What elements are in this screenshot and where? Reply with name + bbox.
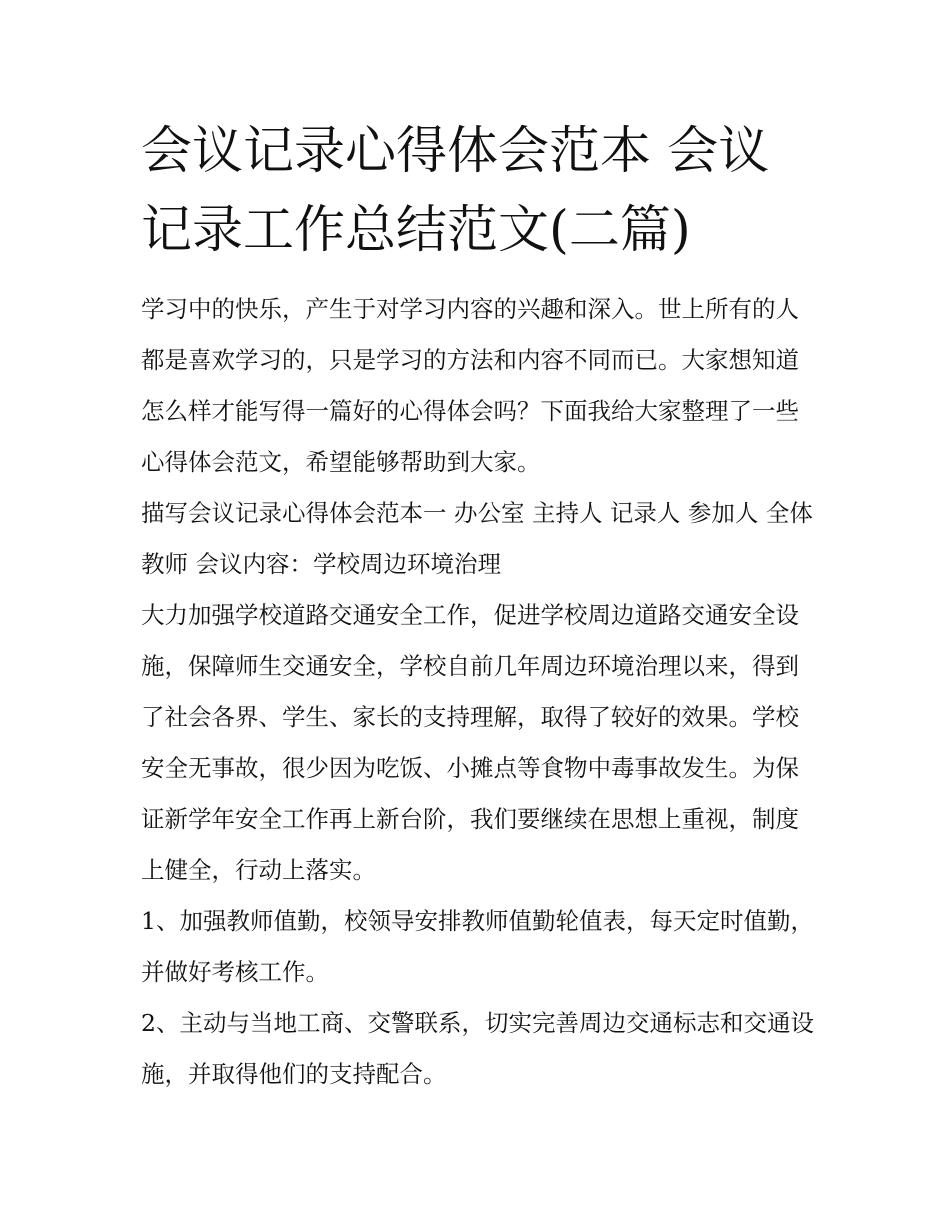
meeting-info-paragraph: 描写会议记录心得体会范本一 办公室 主持人 记录人 参加人 全体教师 会议内容：学校周边环境治理 [141, 499, 813, 578]
list-item-1: 1、加强教师值勤，校领导安排教师值勤轮值表，每天定时值勤，并做好考核工作。 [141, 907, 814, 986]
document-title: 会议记录心得体会范本 会议记录工作总结范文(二篇) [141, 122, 770, 260]
intro-paragraph: 学习中的快乐，产生于对学习内容的兴趣和深入。世上所有的人都是喜欢学习的，只是学习的方法和内容不同而已。大家想知道怎么样才能写得一篇好的心得体会吗？下面我给大家整理了一些心得体会范文，希望能够帮助到大家。 [141, 295, 799, 476]
list-item-2: 2、主动与当地工商、交警联系，切实完善周边交通标志和交通设施，并取得他们的支持配合。 [141, 1009, 814, 1088]
body-paragraph: 大力加强学校道路交通安全工作，促进学校周边道路交通安全设施，保障师生交通安全，学校自前几年周边环境治理以来，得到了社会各界、学生、家长的支持理解，取得了较好的效果。学校安全无事故，很少因为吃饭、小摊点等食物中毒事故发生。为保证新学年安全工作再上新台阶，我们要继续在思想上重视，制度上健全，行动上落实。 [141, 601, 799, 884]
document-page [141, 112, 817, 1100]
